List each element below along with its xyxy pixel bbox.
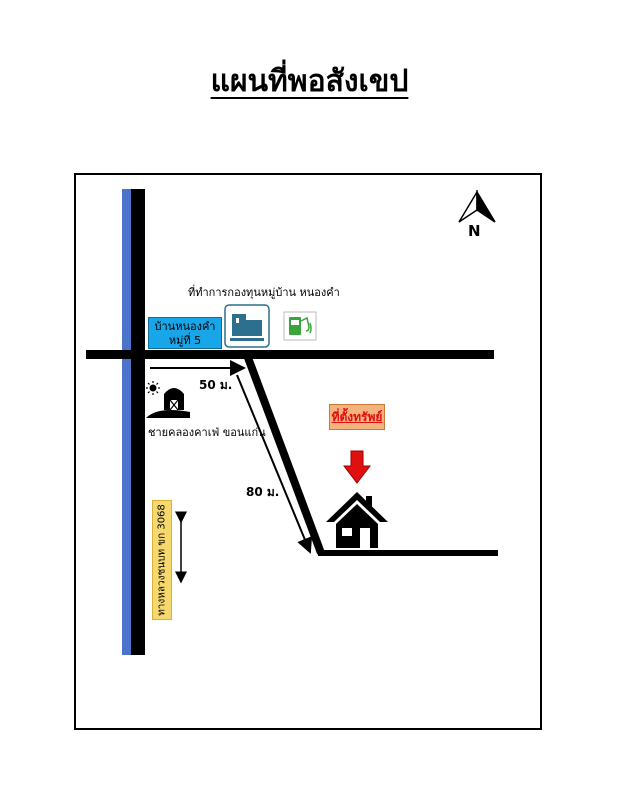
building-icon [224,304,270,348]
village-label-line2: หมู่ที่ 5 [168,334,202,347]
highway-blue-stripe [122,189,131,655]
property-road [318,550,498,556]
village-road [86,350,494,359]
gas-station-icon [283,311,317,341]
office-label: ที่ทำการกองทุนหมู่บ้าน หนองคำ [188,286,340,299]
sun-icon [146,381,160,395]
village-label-box [148,317,222,349]
house-icon [324,490,390,550]
distance-50m: 50 ม. [199,378,233,392]
highway-black-road [131,189,145,655]
map-title: แผนที่พอสังเขป [210,64,409,99]
village-label-line1: บ้านหนองคำ [154,320,216,333]
cafe-label: ชายคลองคาเฟ่ ขอนแก่น [148,426,266,439]
farm-barn-icon [144,380,192,420]
highway-label: ทางหลวงชนบท ขก 3068 [156,504,168,616]
red-down-arrow-icon [343,450,371,484]
arrow-80m [237,375,310,552]
property-label: ที่ตั้งทรัพย์ [329,404,385,430]
compass-label: N [468,222,481,240]
diagonal-road [247,355,321,553]
highway-sign [152,500,172,620]
distance-80m: 80 ม. [246,485,280,499]
